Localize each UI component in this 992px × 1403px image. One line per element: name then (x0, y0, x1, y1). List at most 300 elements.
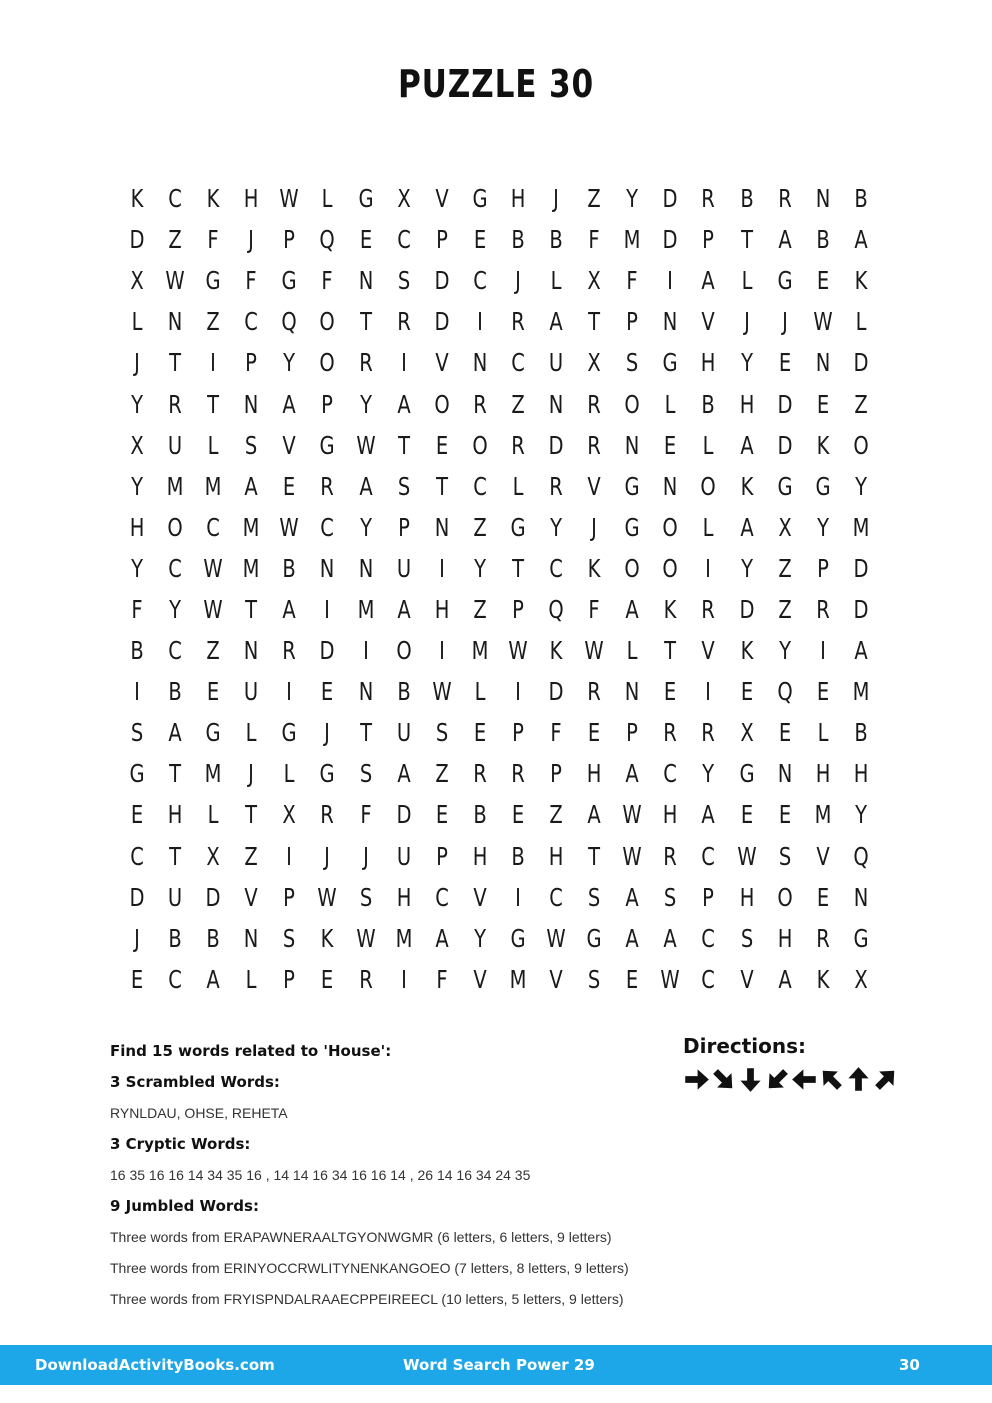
grid-cell[interactable]: M (395, 923, 413, 953)
grid-cell[interactable]: W (508, 636, 528, 666)
grid-cell[interactable]: N (244, 923, 259, 953)
grid-cell[interactable]: V (549, 964, 563, 994)
grid-cell[interactable]: W (622, 841, 642, 871)
grid-cell[interactable]: T (664, 636, 677, 666)
grid-cell[interactable]: Y (473, 923, 486, 953)
grid-cell[interactable]: Z (587, 184, 601, 214)
grid-cell[interactable]: K (854, 266, 868, 296)
grid-cell[interactable]: E (130, 800, 144, 830)
grid-cell[interactable]: X (587, 266, 601, 296)
grid-cell[interactable]: G (815, 471, 831, 501)
grid-cell[interactable]: H (243, 184, 259, 214)
grid-cell[interactable]: G (129, 759, 145, 789)
grid-cell[interactable]: I (400, 964, 407, 994)
grid-cell[interactable]: Y (740, 348, 753, 378)
grid-cell[interactable]: I (705, 553, 712, 583)
grid-cell[interactable]: M (166, 471, 184, 501)
grid-cell[interactable]: L (131, 307, 143, 337)
grid-cell[interactable]: R (777, 184, 792, 214)
grid-cell[interactable]: G (853, 923, 869, 953)
grid-cell[interactable]: W (622, 800, 642, 830)
grid-cell[interactable]: C (511, 348, 525, 378)
grid-cell[interactable]: T (588, 307, 601, 337)
grid-cell[interactable]: Y (131, 553, 144, 583)
grid-cell[interactable]: W (355, 430, 376, 460)
grid-cell[interactable]: Y (473, 553, 486, 583)
grid-cell[interactable]: F (131, 594, 143, 624)
grid-cell[interactable]: X (777, 512, 792, 542)
grid-cell[interactable]: V (435, 348, 449, 378)
grid-cell[interactable]: U (396, 718, 411, 748)
grid-cell[interactable]: D (739, 594, 755, 624)
grid-cell[interactable]: H (396, 882, 412, 912)
grid-cell[interactable]: Z (244, 841, 259, 871)
grid-cell[interactable]: C (701, 923, 716, 953)
grid-cell[interactable]: T (512, 553, 524, 583)
grid-cell[interactable]: V (435, 184, 449, 214)
grid-cell[interactable]: A (549, 307, 563, 337)
grid-cell[interactable]: D (319, 636, 336, 666)
grid-cell[interactable]: Y (131, 471, 144, 501)
grid-cell[interactable]: O (624, 389, 640, 419)
grid-cell[interactable]: P (397, 512, 410, 542)
grid-cell[interactable]: E (740, 677, 753, 707)
grid-cell[interactable]: L (550, 266, 562, 296)
grid-cell[interactable]: O (662, 553, 679, 583)
grid-cell[interactable]: H (510, 184, 526, 214)
grid-cell[interactable]: N (624, 677, 640, 707)
grid-cell[interactable]: B (282, 553, 297, 583)
grid-cell[interactable]: O (472, 430, 488, 460)
grid-cell[interactable]: Z (549, 800, 563, 830)
grid-cell[interactable]: E (511, 800, 525, 830)
grid-cell[interactable]: E (816, 389, 829, 419)
grid-cell[interactable]: H (739, 389, 754, 419)
grid-cell[interactable]: B (473, 800, 487, 830)
grid-cell[interactable]: N (472, 348, 488, 378)
grid-cell[interactable]: J (591, 512, 598, 542)
grid-cell[interactable]: M (852, 512, 870, 542)
grid-cell[interactable]: M (852, 677, 870, 707)
grid-cell[interactable]: U (548, 348, 564, 378)
grid-cell[interactable]: N (434, 512, 450, 542)
grid-cell[interactable]: X (130, 430, 144, 460)
grid-cell[interactable]: S (778, 841, 791, 871)
grid-cell[interactable]: B (816, 225, 830, 255)
grid-cell[interactable]: R (396, 307, 411, 337)
grid-cell[interactable]: H (777, 923, 792, 953)
grid-cell[interactable]: U (396, 553, 411, 583)
grid-cell[interactable]: A (397, 389, 411, 419)
grid-cell[interactable]: N (548, 389, 564, 419)
grid-cell[interactable]: Y (854, 471, 867, 501)
grid-cell[interactable]: N (815, 184, 831, 214)
grid-cell[interactable]: D (205, 882, 221, 912)
grid-cell[interactable]: W (279, 184, 300, 214)
grid-cell[interactable]: N (815, 348, 831, 378)
grid-cell[interactable]: C (168, 553, 182, 583)
grid-cell[interactable]: W (432, 677, 452, 707)
grid-cell[interactable]: P (702, 882, 715, 912)
grid-cell[interactable]: R (320, 471, 335, 501)
grid-cell[interactable]: B (168, 923, 182, 953)
grid-cell[interactable]: I (134, 677, 140, 707)
grid-cell[interactable]: A (397, 594, 411, 624)
grid-cell[interactable]: C (473, 471, 487, 501)
grid-cell[interactable]: I (324, 594, 331, 624)
grid-cell[interactable]: J (134, 923, 140, 953)
grid-cell[interactable]: G (586, 923, 602, 953)
grid-cell[interactable]: W (736, 841, 757, 871)
grid-cell[interactable]: C (549, 553, 563, 583)
grid-cell[interactable]: P (702, 225, 715, 255)
grid-cell[interactable]: B (168, 677, 182, 707)
grid-cell[interactable]: S (359, 759, 372, 789)
grid-cell[interactable]: B (130, 636, 144, 666)
grid-cell[interactable]: A (625, 882, 639, 912)
grid-cell[interactable]: F (207, 225, 219, 255)
grid-cell[interactable]: W (165, 266, 185, 296)
grid-cell[interactable]: C (434, 882, 449, 912)
grid-cell[interactable]: U (244, 677, 259, 707)
grid-cell[interactable]: R (282, 636, 297, 666)
grid-cell[interactable]: T (359, 307, 372, 337)
grid-cell[interactable]: N (358, 553, 373, 583)
grid-cell[interactable]: A (739, 512, 754, 542)
grid-cell[interactable]: N (167, 307, 183, 337)
grid-cell[interactable]: H (548, 841, 564, 871)
grid-cell[interactable]: Q (776, 677, 793, 707)
grid-cell[interactable]: E (321, 964, 334, 994)
grid-cell[interactable]: S (587, 882, 601, 912)
grid-cell[interactable]: T (169, 348, 182, 378)
grid-cell[interactable]: X (854, 964, 868, 994)
grid-cell[interactable]: A (701, 266, 716, 296)
grid-cell[interactable]: C (396, 225, 411, 255)
grid-cell[interactable]: C (168, 184, 182, 214)
grid-cell[interactable]: I (705, 677, 712, 707)
grid-cell[interactable]: G (281, 718, 297, 748)
grid-cell[interactable]: D (548, 430, 564, 460)
grid-cell[interactable]: Z (511, 389, 525, 419)
grid-cell[interactable]: T (169, 759, 182, 789)
grid-cell[interactable]: I (438, 636, 445, 666)
grid-cell[interactable]: F (245, 266, 257, 296)
grid-cell[interactable]: A (397, 759, 411, 789)
grid-cell[interactable]: R (168, 389, 182, 419)
grid-cell[interactable]: E (816, 882, 829, 912)
grid-cell[interactable]: R (511, 430, 525, 460)
grid-cell[interactable]: G (319, 759, 336, 789)
grid-cell[interactable]: V (282, 430, 297, 460)
grid-cell[interactable]: P (321, 389, 334, 419)
grid-cell[interactable]: G (281, 266, 297, 296)
grid-cell[interactable]: A (206, 964, 220, 994)
grid-cell[interactable]: H (815, 759, 831, 789)
grid-cell[interactable]: K (816, 964, 830, 994)
grid-cell[interactable]: D (434, 307, 450, 337)
grid-cell[interactable]: S (130, 718, 144, 748)
grid-cell[interactable]: W (203, 594, 223, 624)
grid-cell[interactable]: G (624, 471, 640, 501)
grid-cell[interactable]: B (854, 184, 868, 214)
grid-cell[interactable]: D (129, 882, 145, 912)
grid-cell[interactable]: R (549, 471, 563, 501)
grid-cell[interactable]: M (814, 800, 832, 830)
grid-cell[interactable]: Z (473, 512, 487, 542)
grid-cell[interactable]: Y (816, 512, 829, 542)
grid-cell[interactable]: N (358, 266, 373, 296)
grid-cell[interactable]: D (662, 184, 678, 214)
grid-cell[interactable]: E (359, 225, 372, 255)
grid-cell[interactable]: H (472, 841, 488, 871)
grid-cell[interactable]: G (510, 923, 526, 953)
grid-cell[interactable]: E (778, 718, 791, 748)
grid-cell[interactable]: P (512, 718, 524, 748)
grid-cell[interactable]: X (587, 348, 601, 378)
grid-cell[interactable]: G (205, 718, 221, 748)
grid-cell[interactable]: R (701, 184, 716, 214)
grid-cell[interactable]: Y (778, 636, 791, 666)
grid-cell[interactable]: T (169, 841, 182, 871)
grid-cell[interactable]: M (204, 759, 222, 789)
grid-cell[interactable]: E (816, 266, 829, 296)
grid-cell[interactable]: L (283, 759, 295, 789)
grid-cell[interactable]: R (587, 430, 601, 460)
grid-cell[interactable]: C (244, 307, 259, 337)
grid-cell[interactable]: S (664, 882, 677, 912)
grid-cell[interactable]: U (396, 841, 411, 871)
grid-cell[interactable]: Z (206, 636, 220, 666)
grid-cell[interactable]: Y (283, 348, 296, 378)
grid-cell[interactable]: E (435, 430, 448, 460)
grid-cell[interactable]: L (512, 471, 524, 501)
grid-cell[interactable]: O (396, 636, 412, 666)
grid-cell[interactable]: N (244, 389, 259, 419)
grid-cell[interactable]: P (245, 348, 258, 378)
grid-cell[interactable]: A (701, 800, 716, 830)
grid-cell[interactable]: C (130, 841, 144, 871)
grid-cell[interactable]: I (400, 348, 407, 378)
grid-cell[interactable]: J (515, 266, 521, 296)
grid-cell[interactable]: E (740, 800, 753, 830)
grid-cell[interactable]: I (515, 677, 521, 707)
grid-cell[interactable]: M (242, 553, 260, 583)
grid-cell[interactable]: R (358, 348, 373, 378)
grid-cell[interactable]: K (206, 184, 220, 214)
grid-cell[interactable]: Z (854, 389, 868, 419)
grid-cell[interactable]: C (701, 964, 716, 994)
grid-cell[interactable]: V (701, 636, 716, 666)
grid-cell[interactable]: K (740, 471, 753, 501)
grid-cell[interactable]: F (359, 800, 372, 830)
grid-cell[interactable]: A (587, 800, 601, 830)
grid-cell[interactable]: O (700, 471, 717, 501)
grid-cell[interactable]: A (777, 964, 792, 994)
grid-cell[interactable]: C (206, 512, 221, 542)
grid-cell[interactable]: E (207, 677, 220, 707)
grid-cell[interactable]: Y (702, 759, 715, 789)
grid-cell[interactable]: S (283, 923, 296, 953)
grid-cell[interactable]: R (511, 307, 525, 337)
grid-cell[interactable]: O (319, 348, 336, 378)
grid-cell[interactable]: B (701, 389, 716, 419)
grid-cell[interactable]: D (777, 430, 793, 460)
grid-cell[interactable]: E (435, 800, 448, 830)
grid-cell[interactable]: I (362, 636, 369, 666)
grid-cell[interactable]: A (625, 594, 639, 624)
grid-cell[interactable]: E (473, 718, 487, 748)
grid-cell[interactable]: C (663, 759, 678, 789)
grid-cell[interactable]: P (816, 553, 829, 583)
grid-cell[interactable]: H (586, 759, 602, 789)
grid-cell[interactable]: G (472, 184, 488, 214)
grid-cell[interactable]: V (739, 964, 754, 994)
grid-cell[interactable]: R (663, 718, 678, 748)
grid-cell[interactable]: P (435, 225, 448, 255)
grid-cell[interactable]: C (473, 266, 487, 296)
grid-cell[interactable]: Q (319, 225, 336, 255)
grid-cell[interactable]: S (740, 923, 753, 953)
grid-cell[interactable]: E (473, 225, 487, 255)
grid-cell[interactable]: H (701, 348, 716, 378)
grid-cell[interactable]: N (624, 430, 640, 460)
grid-cell[interactable]: T (245, 800, 258, 830)
grid-cell[interactable]: T (435, 471, 448, 501)
grid-cell[interactable]: O (776, 882, 793, 912)
grid-cell[interactable]: J (743, 307, 750, 337)
grid-cell[interactable]: P (283, 882, 296, 912)
grid-cell[interactable]: E (130, 964, 144, 994)
grid-cell[interactable]: Q (548, 594, 564, 624)
grid-cell[interactable]: G (358, 184, 374, 214)
grid-cell[interactable]: V (473, 964, 487, 994)
grid-cell[interactable]: R (701, 594, 716, 624)
grid-cell[interactable]: D (434, 266, 450, 296)
grid-cell[interactable]: R (815, 594, 830, 624)
grid-cell[interactable]: Z (473, 594, 487, 624)
grid-cell[interactable]: L (626, 636, 638, 666)
grid-cell[interactable]: A (854, 636, 868, 666)
grid-cell[interactable]: P (283, 964, 296, 994)
grid-cell[interactable]: N (663, 471, 678, 501)
grid-cell[interactable]: T (245, 594, 258, 624)
grid-cell[interactable]: E (321, 677, 334, 707)
grid-cell[interactable]: N (853, 882, 869, 912)
grid-cell[interactable]: D (853, 553, 869, 583)
grid-cell[interactable]: M (471, 636, 489, 666)
grid-cell[interactable]: D (853, 348, 869, 378)
grid-cell[interactable]: T (207, 389, 220, 419)
grid-cell[interactable]: J (248, 225, 255, 255)
grid-cell[interactable]: L (664, 389, 676, 419)
grid-cell[interactable]: F (436, 964, 448, 994)
grid-cell[interactable]: G (510, 512, 526, 542)
grid-cell[interactable]: V (701, 307, 716, 337)
grid-cell[interactable]: D (129, 225, 145, 255)
grid-cell[interactable]: G (777, 266, 793, 296)
grid-cell[interactable]: T (588, 841, 601, 871)
grid-cell[interactable]: J (781, 307, 788, 337)
grid-cell[interactable]: K (130, 184, 144, 214)
grid-cell[interactable]: R (320, 800, 335, 830)
grid-cell[interactable]: R (587, 389, 601, 419)
grid-cell[interactable]: E (778, 800, 791, 830)
grid-cell[interactable]: D (662, 225, 678, 255)
grid-cell[interactable]: G (624, 512, 640, 542)
grid-cell[interactable]: I (819, 636, 826, 666)
grid-cell[interactable]: L (474, 677, 486, 707)
grid-cell[interactable]: K (549, 636, 563, 666)
grid-cell[interactable]: Z (206, 307, 220, 337)
grid-cell[interactable]: P (283, 225, 296, 255)
grid-cell[interactable]: X (397, 184, 411, 214)
grid-cell[interactable]: S (626, 348, 639, 378)
grid-cell[interactable]: G (319, 430, 336, 460)
grid-cell[interactable]: M (204, 471, 222, 501)
grid-cell[interactable]: N (358, 677, 373, 707)
grid-cell[interactable]: L (245, 718, 257, 748)
grid-cell[interactable]: Y (169, 594, 182, 624)
grid-cell[interactable]: W (584, 636, 604, 666)
grid-cell[interactable]: A (282, 594, 297, 624)
grid-cell[interactable]: V (587, 471, 601, 501)
grid-cell[interactable]: I (286, 677, 293, 707)
grid-cell[interactable]: U (167, 430, 183, 460)
grid-cell[interactable]: U (167, 882, 183, 912)
grid-cell[interactable]: Y (359, 512, 372, 542)
grid-cell[interactable]: P (626, 307, 639, 337)
grid-cell[interactable]: L (703, 512, 714, 542)
grid-cell[interactable]: W (813, 307, 833, 337)
grid-cell[interactable]: I (515, 882, 521, 912)
grid-cell[interactable]: Y (359, 389, 372, 419)
grid-cell[interactable]: O (662, 512, 679, 542)
grid-cell[interactable]: B (206, 923, 220, 953)
grid-cell[interactable]: R (815, 923, 830, 953)
grid-cell[interactable]: O (624, 553, 640, 583)
grid-cell[interactable]: V (816, 841, 830, 871)
grid-cell[interactable]: T (397, 430, 410, 460)
grid-cell[interactable]: Z (168, 225, 182, 255)
grid-cell[interactable]: J (248, 759, 255, 789)
grid-cell[interactable]: Y (131, 389, 144, 419)
grid-cell[interactable]: D (853, 594, 869, 624)
grid-cell[interactable]: A (358, 471, 373, 501)
grid-cell[interactable]: Z (777, 553, 792, 583)
grid-cell[interactable]: H (739, 882, 754, 912)
grid-cell[interactable]: S (435, 718, 448, 748)
footer-site-link[interactable]: DownloadActivityBooks.com (35, 1356, 275, 1374)
grid-cell[interactable]: G (205, 266, 221, 296)
grid-cell[interactable]: L (741, 266, 752, 296)
grid-cell[interactable]: J (324, 718, 331, 748)
grid-cell[interactable]: V (473, 882, 487, 912)
grid-cell[interactable]: R (358, 964, 373, 994)
grid-cell[interactable]: B (739, 184, 754, 214)
grid-cell[interactable]: D (396, 800, 412, 830)
grid-cell[interactable]: E (664, 430, 677, 460)
grid-cell[interactable]: F (550, 718, 562, 748)
grid-cell[interactable]: B (854, 718, 868, 748)
grid-cell[interactable]: M (509, 964, 527, 994)
grid-cell[interactable]: R (511, 759, 525, 789)
grid-cell[interactable]: I (477, 307, 483, 337)
grid-cell[interactable]: R (701, 718, 716, 748)
grid-cell[interactable]: A (625, 923, 639, 953)
grid-cell[interactable]: W (546, 923, 566, 953)
grid-cell[interactable]: F (588, 594, 600, 624)
